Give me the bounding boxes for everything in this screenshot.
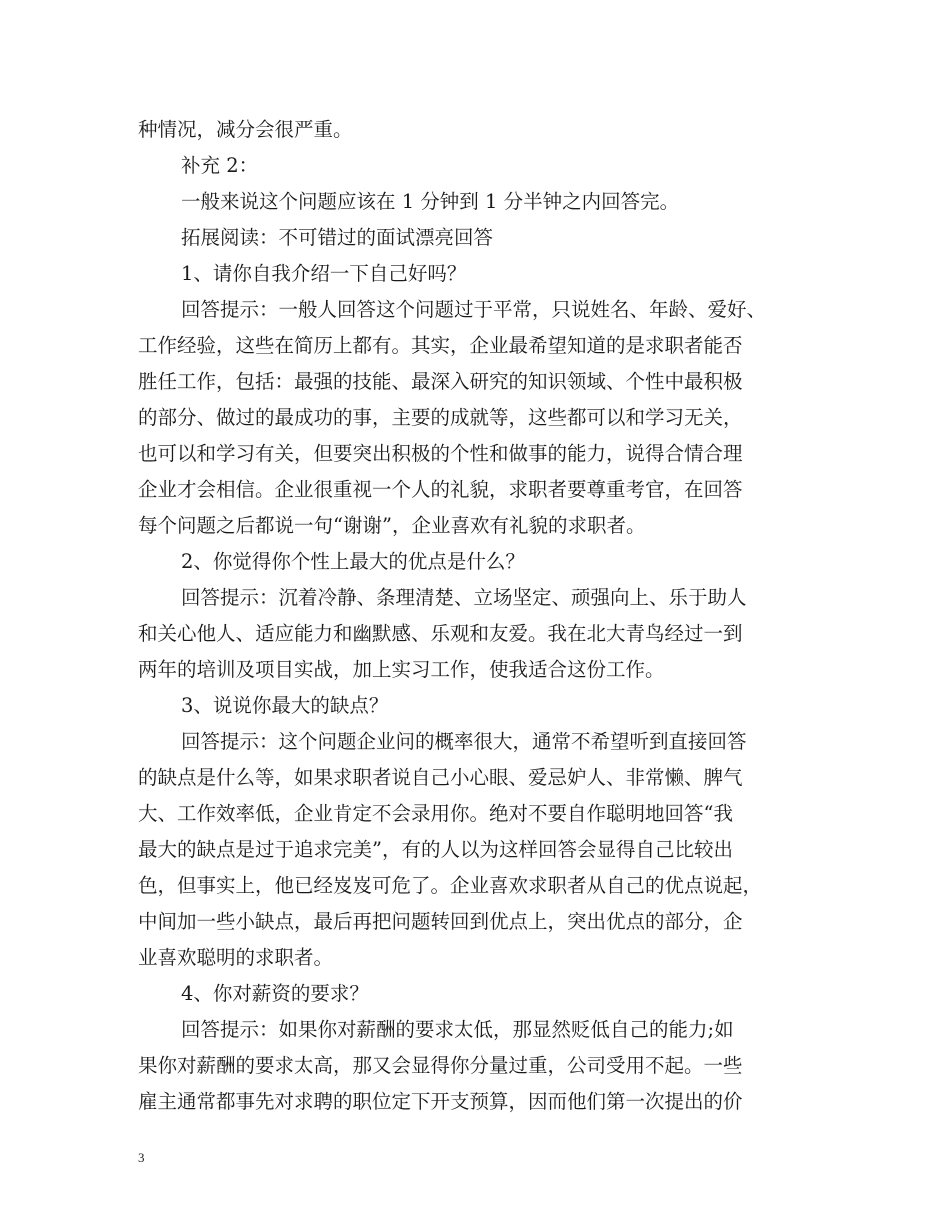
text-line: 果你对薪酬的要求太高，那又会显得你分量过重，公司受用不起。一些 (138, 1054, 743, 1077)
text-line: 的部分、做过的最成功的事，主要的成就等，这些都可以和学习无关， (138, 406, 743, 429)
text-line: 回答提示：沉着冷静、条理清楚、立场坚定、顽强向上、乐于助人 (181, 586, 747, 609)
text-line: 的缺点是什么等，如果求职者说自己小心眼、爱忌妒人、非常懒、脾气 (138, 766, 743, 789)
text-line: 种情况，减分会很严重。 (138, 118, 353, 141)
question-heading: 3、说说你最大的缺点？ (181, 694, 389, 717)
question-heading: 1、请你自我介绍一下自己好吗？ (181, 262, 467, 285)
text-line: 回答提示：如果你对薪酬的要求太低，那显然贬低自己的能力;如 (181, 1018, 734, 1041)
text-line: 一般来说这个问题应该在 1 分钟到 1 分半钟之内回答完。 (181, 190, 680, 213)
text-line: 色，但事实上，他已经岌岌可危了。企业喜欢求职者从自己的优点说起， (138, 874, 763, 897)
question-heading: 4、你对薪资的要求？ (181, 982, 369, 1005)
section-heading: 拓展阅读：不可错过的面试漂亮回答 (181, 226, 494, 249)
text-line: 雇主通常都事先对求聘的职位定下开支预算，因而他们第一次提出的价 (138, 1090, 743, 1113)
text-line: 大、工作效率低，企业肯定不会录用你。绝对不要自作聪明地回答“我 (138, 802, 733, 825)
text-line: 胜任工作，包括：最强的技能、最深入研究的知识领域、个性中最积极 (138, 370, 743, 393)
text-line: 企业才会相信。企业很重视一个人的礼貌，求职者要尊重考官，在回答 (138, 478, 743, 501)
question-heading: 2、你觉得你个性上最大的优点是什么？ (181, 550, 525, 573)
page-number: 3 (138, 1150, 145, 1165)
text-line: 最大的缺点是过于追求完美”，有的人以为这样回答会显得自己比较出 (138, 838, 733, 861)
text-line: 也可以和学习有关，但要突出积极的个性和做事的能力，说得合情合理 (138, 442, 743, 465)
text-line: 和关心他人、适应能力和幽默感、乐观和友爱。我在北大青鸟经过一到 (138, 622, 743, 645)
text-line: 回答提示：这个问题企业问的概率很大，通常不希望听到直接回答 (181, 730, 747, 753)
text-line: 两年的培训及项目实战，加上实习工作，使我适合这份工作。 (138, 658, 665, 681)
text-line: 中间加一些小缺点，最后再把问题转回到优点上，突出优点的部分，企 (138, 910, 743, 933)
text-line: 每个问题之后都说一句“谢谢”，企业喜欢有礼貌的求职者。 (138, 514, 646, 537)
text-line: 回答提示：一般人回答这个问题过于平常，只说姓名、年龄、爱好、 (181, 298, 767, 321)
text-line: 业喜欢聪明的求职者。 (138, 946, 334, 969)
section-heading: 补充 2： (181, 154, 259, 177)
text-line: 工作经验，这些在简历上都有。其实，企业最希望知道的是求职者能否 (138, 334, 743, 357)
